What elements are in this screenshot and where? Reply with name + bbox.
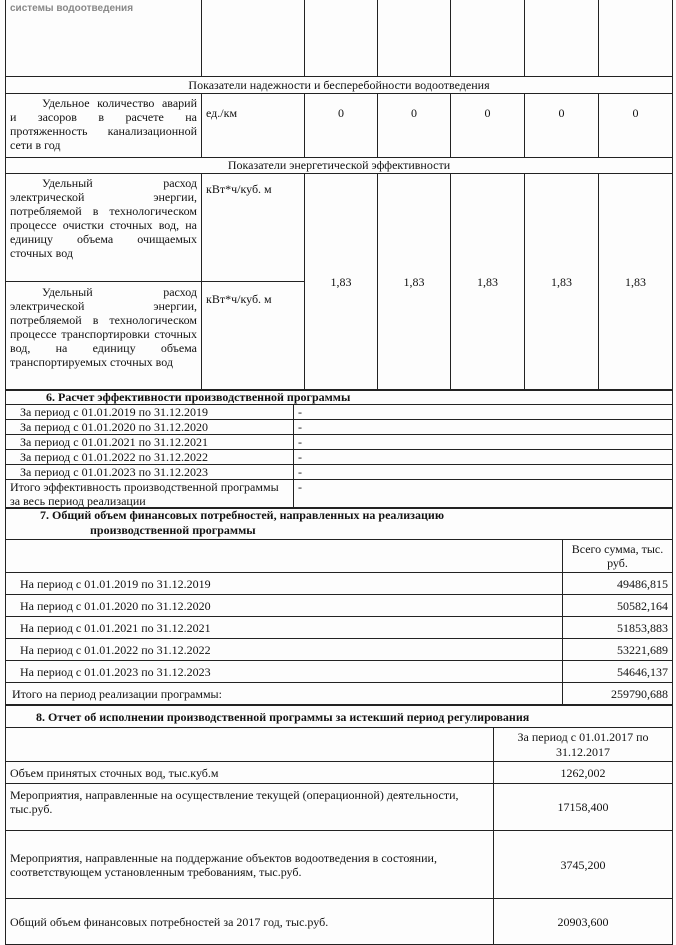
s6-row [6,465,673,480]
s8-row [6,831,673,899]
s8-row-label: Мероприятия, направленные на осуществление текущей (операционной) деятельности, тыс.руб. [6,784,494,831]
s7-row-label: На период с 01.01.2023 по 31.12.2023 [6,661,563,683]
s8-col-header: За период с 01.01.2017 по 31.12.2017 [494,728,673,762]
energy-value-3: 1,83 [451,173,525,390]
reliability-label: Удельное количество аварий и засоров в расчете на протяженность канализационной сети в год [6,93,202,157]
s7-total-value: 259790,688 [563,683,673,705]
s7-col-header: Всего сумма, тыс. руб. [563,540,673,573]
s7-header-row [6,540,673,573]
s7-row-value: 54646,137 [563,661,673,683]
s6-row [6,420,673,435]
s6-title-row [6,390,673,405]
s6-row [6,435,673,450]
s7-row [6,661,673,683]
header-fragment-row [6,0,673,76]
s6-total-value: - [294,480,673,509]
reliability-title: Показатели надежности и бесперебойности водоотведения [6,76,673,93]
s8-row [6,784,673,831]
s7-row-value: 50582,164 [563,595,673,617]
s6-row [6,450,673,465]
s6-row-label: За период с 01.01.2021 по 31.12.2021 [6,435,294,450]
s8-row-label: Объем принятых сточных вод, тыс.куб.м [6,762,494,784]
s7-title-row [6,508,673,540]
s7-row-value: 49486,815 [563,573,673,595]
reliability-value-5: 0 [599,93,673,157]
s8-row-value: 1262,002 [494,762,673,784]
s8-row-value: 3745,200 [494,831,673,899]
s6-row-value: - [294,465,673,480]
s6-row-label: За период с 01.01.2019 по 31.12.2019 [6,405,294,420]
reliability-row [6,93,673,157]
s8-title-row [6,706,673,728]
s6-row-label: За период с 01.01.2023 по 31.12.2023 [6,465,294,480]
s6-row-value: - [294,405,673,420]
energy-label-2: Удельный расход электрической энергии, потребляемой в технологическом процессе транспортировки сточных вод, на единицу объема транспортируемых сточных вод [6,281,202,390]
s7-row-value: 51853,883 [563,617,673,639]
s8-title: 8. Отчет об исполнении производственной программы за истекший период регулирования [6,706,673,728]
s6-row-value: - [294,435,673,450]
energy-row-1 [6,173,673,281]
s7-row [6,573,673,595]
s7-title-line1: 7. Общий объем финансовых потребностей, направленных на реализацию [40,508,444,522]
s7-row-label: На период с 01.01.2020 по 31.12.2020 [6,595,563,617]
s6-row [6,405,673,420]
execution-report-table [5,705,673,945]
efficiency-table [5,389,673,509]
s8-row-label: Общий объем финансовых потребностей за 2017 год, тыс.руб. [6,899,494,945]
s6-row-label: За период с 01.01.2020 по 31.12.2020 [6,420,294,435]
energy-value-2: 1,83 [378,173,451,390]
energy-title-row [6,157,673,173]
s8-row-value: 17158,400 [494,784,673,831]
energy-unit-2: кВт*ч/куб. м [202,281,305,390]
reliability-value-4: 0 [525,93,599,157]
s7-row-value: 53221,689 [563,639,673,661]
reliability-unit: ед./км [202,93,305,157]
reliability-value-1: 0 [305,93,378,157]
s7-row [6,639,673,661]
s7-row [6,617,673,639]
indicators-table [5,0,673,391]
s6-total-label: Итого эффективность производственной программы за весь период реализации [6,480,294,509]
energy-value-1: 1,83 [305,173,378,390]
s7-total-label: Итого на период реализации программы: [6,683,563,705]
s7-row-label: На период с 01.01.2022 по 31.12.2022 [6,639,563,661]
financial-needs-table [5,507,673,705]
s7-total-row [6,683,673,705]
s8-row-label: Мероприятия, направленные на поддержание объектов водоотведения в состоянии, соответствующем установленным требованиям, тыс.руб. [6,831,494,899]
energy-title: Показатели энергетической эффективности [6,157,673,173]
s7-row [6,595,673,617]
header-fragment-text: системы водоотведения [10,3,134,14]
s7-title [6,508,673,540]
reliability-title-row [6,76,673,93]
reliability-value-2: 0 [378,93,451,157]
reliability-value-3: 0 [451,93,525,157]
s6-row-value: - [294,450,673,465]
energy-label-1: Удельный расход электрической энергии, потребляемой в технологическом процессе очистки сточных вод, на единицу объема очищаемых сточных вод [6,173,202,281]
energy-value-5: 1,83 [599,173,673,390]
s7-title-line2: производственной программы [90,523,256,537]
s8-header-row [6,728,673,762]
s6-row-value: - [294,420,673,435]
s6-total-row [6,480,673,509]
s8-row [6,762,673,784]
header-fragment-cell [6,0,202,76]
s7-row-label: На период с 01.01.2019 по 31.12.2019 [6,573,563,595]
s6-row-label: За период с 01.01.2022 по 31.12.2022 [6,450,294,465]
energy-unit-1: кВт*ч/куб. м [202,173,305,281]
energy-value-4: 1,83 [525,173,599,390]
s6-title: 6. Расчет эффективности производственной программы [6,390,673,405]
s7-row-label: На период с 01.01.2021 по 31.12.2021 [6,617,563,639]
s8-row-value: 20903,600 [494,899,673,945]
